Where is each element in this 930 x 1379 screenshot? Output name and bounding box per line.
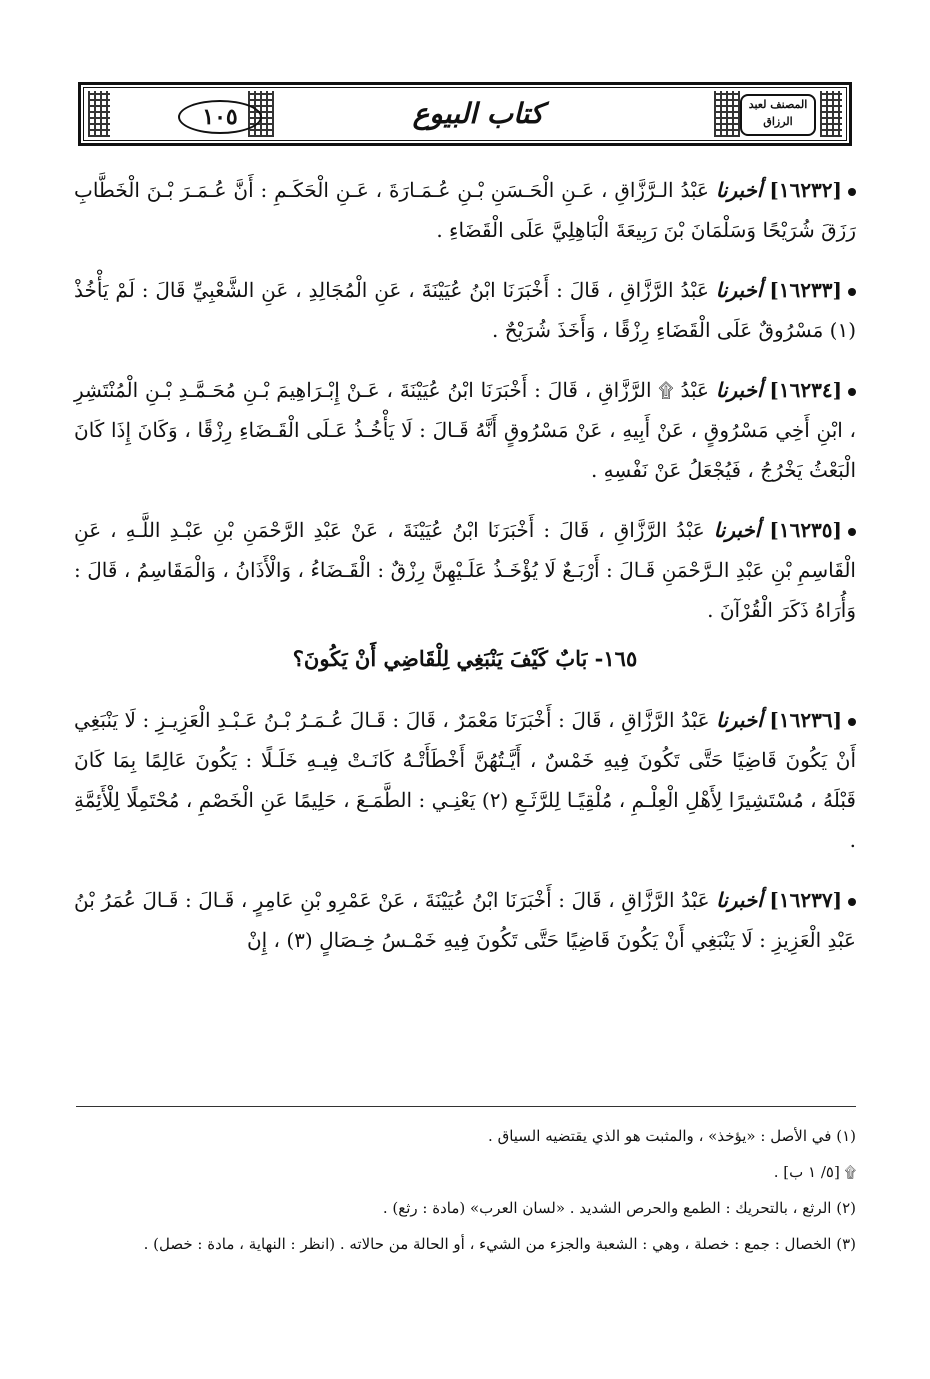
hadith-text: عَبْدُ الرَّزَّاقِ ، قَالَ : أَخْبَرَنَا ابْنُ عُيَيْنَةَ ، عَنْ عَمْرِو بْنِ عَامِرٍ ، قَـالَ : قَـالَ عُمَرُ بْنُ عَبْدِ الْعَزِيزِ : لَا يَنْبَغِي أَنْ يَكُونَ قَاضِيًا حَتَّى تَكُونَ فِيهِ خَمْـسُ خِـصَالٍ (٣) ، إِنْ bbox=[74, 888, 856, 952]
page-number: ١٠٥ bbox=[178, 100, 262, 134]
footnote-divider bbox=[76, 1106, 856, 1107]
hadith-number: [١٦٢٣٧] bbox=[769, 888, 843, 912]
chain-keyword: أخبرنا bbox=[715, 178, 763, 202]
ornament-right-outer bbox=[820, 91, 842, 137]
publisher-logo: المصنف لعبد الرزاق bbox=[740, 94, 816, 136]
hadith-entry bbox=[74, 170, 856, 250]
ornament-right-inner bbox=[714, 91, 740, 137]
bullet-icon bbox=[848, 388, 856, 396]
hadith-text: عَبْدُ الرَّزَّاقِ ، قَالَ : أَخْبَرَنَا ابْنُ عُيَيْنَةَ ، عَنِ الْمُجَالِدِ ، عَنِ الشَّعْبِيِّ قَالَ : لَمْ يَأْخُذْ (١) مَسْرُوقٌ عَلَى الْقَضَاءِ رِزْقًا ، وَأَخَذَ شُرَيْحٌ . bbox=[74, 278, 856, 342]
hadith-entry bbox=[74, 270, 856, 350]
main-text bbox=[74, 150, 856, 968]
ornament-left-outer bbox=[88, 91, 110, 137]
hadith-text: عَبْدُ ۩ الرَّزَّاقِ ، قَالَ : أَخْبَرَنَا ابْنُ عُيَيْنَةَ ، عَـنْ إِبْـرَاهِيمَ بْـنِ مُحَـمَّـدِ بْـنِ الْمُنْتَشِرِ ، ابْنِ أَخِي مَسْرُوقٍ ، عَنْ أَبِيهِ ، عَنْ مَسْرُوقٍ أَنَّهُ قَـالَ : لَا يَأْخُـذُ عَـلَى الْقَـضَاءِ رِزْقًا ، وَكَانَ إِذَا كَانَ الْبَعْثُ يَخْرُجُ ، فَيُجْعَلُ عَنْ نَفْسِهِ . bbox=[74, 378, 856, 482]
hadith-entry bbox=[74, 510, 856, 630]
bullet-icon bbox=[848, 188, 856, 196]
footnote: (١) في الأصل : «يؤخذ» ، والمثبت هو الذي يقتضيه السياق . bbox=[488, 1127, 856, 1145]
hadith-text: عَبْدُ الرَّزَّاقِ ، قَالَ : أَخْبَرَنَا ابْنُ عُيَيْنَةَ ، عَنْ عَبْدِ الرَّحْمَنِ بْنِ عَبْـدِ اللَّـهِ ، عَنِ الْقَاسِمِ بْنِ عَبْدِ الـرَّحْمَنِ قَـالَ : أَرْبَـعٌ لَا يُؤْخَـذُ عَلَـيْهِنَّ رِزْقٌ : الْقَـضَاءُ ، وَالْأَذَانُ ، وَالْمَقَاسِمُ ، قَالَ : وَأُرَاهُ ذَكَرَ الْقُرْآنَ . bbox=[74, 518, 856, 622]
bullet-icon bbox=[848, 528, 856, 536]
footnotes bbox=[74, 1118, 856, 1262]
footnote: (٣) الخصال : جمع : خصلة ، وهي : الشعبة والجزء من الشيء ، أو الحالة من حالاته . (انظر : النهاية ، مادة : خصل) . bbox=[143, 1235, 856, 1253]
bullet-icon bbox=[848, 898, 856, 906]
hadith-text: عَبْدُ الـرَّزَّاقِ ، عَـنِ الْحَـسَنِ بْـنِ عُـمَـارَةَ ، عَـنِ الْحَكَـمِ : أَنَّ عُـمَـرَ بْـنَ الْخَطَّابِ رَزَقَ شُرَيْحًا وَسَلْمَانَ بْنَ رَبِيعَةَ الْبَاهِلِيَّ عَلَى الْقَضَاءِ . bbox=[74, 178, 856, 242]
chain-keyword: أخبرنا bbox=[715, 278, 763, 302]
hadith-number: [١٦٢٣٢] bbox=[769, 178, 843, 202]
hadith-number: [١٦٢٣٦] bbox=[769, 708, 843, 732]
hadith-entry bbox=[74, 700, 856, 860]
footnote: ۩ [٥/ ١ ب] . bbox=[773, 1163, 856, 1181]
hadith-text: عَبْدُ الرَّزَّاقِ ، قَالَ : أَخْبَرَنَا مَعْمَرٌ ، قَالَ : قَـالَ عُـمَـرُ بْـنُ عَـبْـدِ الْعَزِيـزِ : لَا يَنْبَغِي أَنْ يَكُونَ قَاضِيًا حَتَّى تَكُونَ فِيهِ خَمْسٌ ، أَيَّـتُهُنَّ أَخْطَأَتْـهُ كَانَـتْ فِيـهِ خَلَـلًا : يَكُونَ عَالِمًا بِمَا كَانَ قَبْلَهُ ، مُسْتَشِيرًا لِأَهْلِ الْعِلْـمِ ، مُلْقِيًـا لِلرَّثَـعِ (٢) يَعْنِـي : الطَّمَـعَ ، حَلِيمًا عَنِ الْخَصْمِ ، مُحْتَمِلًا لِلْأَئِمَّةِ . bbox=[74, 708, 856, 852]
book-title: كتاب البيوع bbox=[412, 97, 544, 130]
page-header bbox=[78, 82, 852, 146]
hadith-entry bbox=[74, 370, 856, 490]
chain-keyword: أخبرنا bbox=[713, 518, 761, 542]
footnote: (٢) الرثع ، بالتحريك : الطمع والحرص الشديد . «لسان العرب» (مادة : رثع) . bbox=[382, 1199, 856, 1217]
chain-keyword: أخبرنا bbox=[716, 708, 763, 732]
hadith-number: [١٦٢٣٤] bbox=[769, 378, 843, 402]
bullet-icon bbox=[848, 718, 856, 726]
chain-keyword: أخبرنا bbox=[715, 378, 763, 402]
bullet-icon bbox=[848, 288, 856, 296]
hadith-entry bbox=[74, 880, 856, 960]
chapter-heading: ١٦٥- بَابٌ كَيْفَ يَنْبَغِي لِلْقَاضِي أَنْ يَكُونَ؟ bbox=[292, 646, 638, 671]
chain-keyword: أخبرنا bbox=[716, 888, 763, 912]
hadith-number: [١٦٢٣٥] bbox=[769, 518, 843, 542]
hadith-number: [١٦٢٣٣] bbox=[769, 278, 842, 302]
